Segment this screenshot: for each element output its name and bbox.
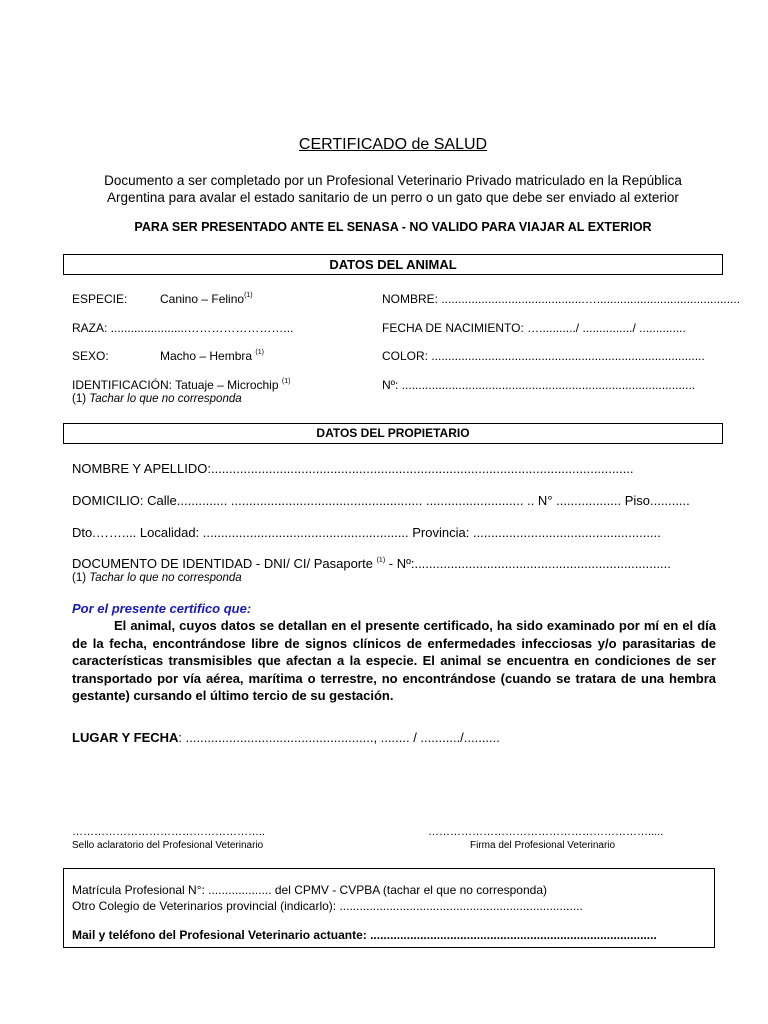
dto-localidad-provincia-field: Dto.…….... Localidad: ......................................................... Provincia: ....................................................	[72, 525, 661, 540]
sexo-options: Macho – Hembra	[160, 349, 253, 363]
footnote-mark: (1)	[281, 378, 291, 385]
sello-line: ……………………………………………..	[72, 826, 266, 838]
identificacion-options: IDENTIFICACIÓN: Tatuaje – Microchip	[72, 378, 279, 392]
raza-field: RAZA: .......................……………………...	[72, 321, 294, 335]
especie-options: Canino – Felino	[160, 292, 245, 306]
mail-telefono-field: Mail y teléfono del Profesional Veterinario actuante: ......................................................................................	[72, 928, 657, 942]
animal-footnote	[72, 393, 242, 405]
otro-colegio-field: Otro Colegio de Veterinarios provincial (indicarlo): .........................................................................	[72, 899, 583, 913]
especie-label: ESPECIE:	[72, 292, 128, 306]
sexo-value	[160, 349, 264, 363]
color-field: COLOR: ..................................................................................	[382, 349, 705, 363]
domicilio-field: DOMICILIO: Calle.............. ..................................................... ........................... .. N° .................. Piso...........	[72, 493, 690, 508]
animal-section-heading: DATOS DEL ANIMAL	[63, 254, 723, 275]
document-title: CERTIFICADO de SALUD	[298, 136, 488, 153]
certifico-paragraph	[72, 617, 716, 705]
footnote-mark: (1)	[376, 557, 386, 564]
matricula-field: Matrícula Profesional N°: ................... del CPMV - CVPBA (tachar el que no corresponda)	[72, 883, 547, 897]
owner-name-field: NOMBRE Y APELLIDO:.....................................................................................................................	[72, 461, 634, 476]
senasa-banner: PARA SER PRESENTADO ANTE EL SENASA - NO VALIDO PARA VIAJAR AL EXTERIOR	[134, 220, 652, 234]
footnote-mark: (1)	[255, 349, 264, 356]
subtitle-line-2: Argentina para avalar el estado sanitario de un perro o un gato que debe ser enviado al exterior	[107, 190, 679, 205]
sexo-label: SEXO:	[72, 349, 109, 363]
documento-label: DOCUMENTO DE IDENTIDAD - DNI/ CI/ Pasaporte	[72, 556, 377, 571]
document-subtitle	[0, 172, 768, 206]
certifico-body: El animal, cuyos datos se detallan en el presente certificado, ha sido examinado por mí en el día de la fecha, encontrándose libre de signos clínicos de enfermedades infecciosas y/o parasitarias de características transmisibles que afectan a la especie. El animal se encuentra en condiciones de ser transportado por vía aérea, marítima o terrestre, no encontrándose (cuando se tratara de una hembra gestante) cursando el último tercio de su gestación.	[72, 618, 716, 703]
especie-value	[160, 292, 253, 306]
documento-field	[72, 556, 671, 571]
firma-label: Firma del Profesional Veterinario	[470, 840, 616, 851]
numero-field: Nº: ........................................................................................	[382, 378, 696, 392]
footnote-text: Tachar lo que no corresponda	[89, 572, 242, 584]
sello-label: Sello aclaratorio del Profesional Veterinario	[72, 840, 264, 851]
certifico-lead: Por el presente certifico que:	[72, 601, 252, 616]
footnote-number: (1)	[72, 393, 90, 405]
identificacion-field	[72, 378, 290, 392]
firma-line: …………………………………………………….....	[428, 826, 664, 838]
lugar-fecha-blanks: : ...................................................., ........ / .........../..........	[178, 730, 500, 745]
lugar-fecha-label: LUGAR Y FECHA	[72, 730, 179, 745]
fecha-nacimiento-field: FECHA DE NACIMIENTO: ….........../ .............../ ..............	[382, 321, 686, 335]
nombre-animal-field: NOMBRE: ...........................................…...........................................	[382, 292, 741, 306]
footnote-text: Tachar lo que no corresponda	[89, 393, 242, 405]
owner-footnote	[72, 572, 242, 584]
subtitle-line-1: Documento a ser completado por un Profesional Veterinario Privado matriculado en la República	[104, 173, 682, 188]
footnote-number: (1)	[72, 572, 90, 584]
owner-section-heading: DATOS DEL PROPIETARIO	[63, 423, 723, 444]
lugar-fecha-field	[72, 730, 500, 745]
documento-number: - Nº:.......................................................................	[385, 556, 671, 571]
footnote-mark: (1)	[244, 292, 253, 299]
